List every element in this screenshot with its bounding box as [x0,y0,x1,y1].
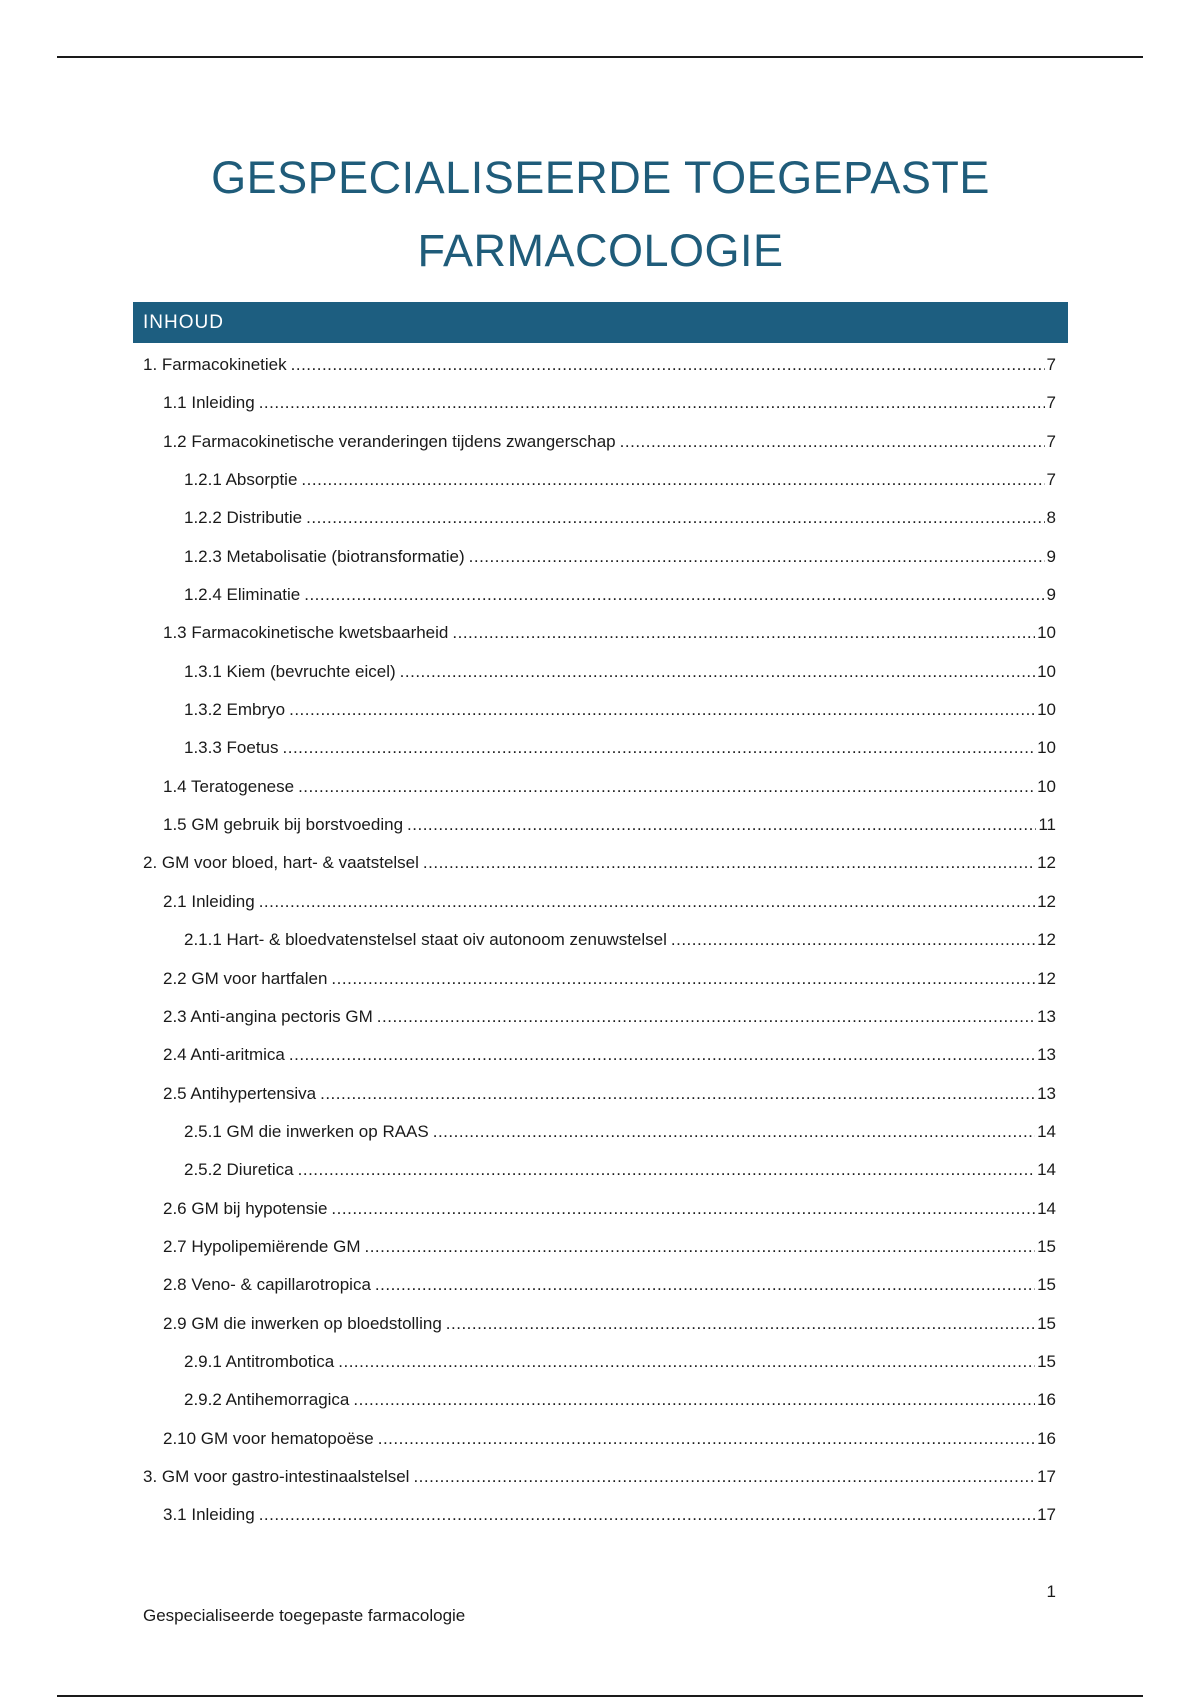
toc-entry-label: 1.3.1 Kiem (bevruchte eicel) [184,661,396,681]
footer-text: Gespecialiseerde toegepaste farmacologie [143,1606,466,1625]
toc-dot-leader [338,1343,1035,1381]
toc-entry-page: 8 [1046,508,1056,528]
toc-entry-page: 14 [1037,1121,1056,1141]
toc-entry-label: 2.9.1 Antitrombotica [184,1351,335,1371]
toc-entry-label: 1.2.3 Metabolisatie (biotransformatie) [184,546,465,566]
toc-entry[interactable] [133,614,1056,652]
toc-entry-label: 2.5.1 GM die inwerken op RAAS [184,1121,429,1141]
toc-entry[interactable] [133,346,1056,384]
toc-heading: INHOUD [133,302,1068,343]
toc-entry-page: 14 [1037,1198,1056,1218]
toc-entry-page: 10 [1037,623,1056,643]
toc-dot-leader [259,1496,1035,1534]
document-title-line-2: FARMACOLOGIE [417,225,784,276]
toc-entry[interactable] [133,1305,1056,1343]
toc-entry-page: 13 [1037,1045,1056,1065]
document-title-line-1: GESPECIALISEERDE TOEGEPASTE [211,152,990,203]
toc-entry[interactable] [133,806,1056,844]
toc-dot-leader [423,844,1035,882]
toc-dot-leader [452,614,1035,652]
toc-entry-label: 2.8 Veno- & capillarotropica [163,1275,371,1295]
toc-entry-page: 15 [1037,1275,1056,1295]
toc-entry[interactable] [133,1420,1056,1458]
toc-entry-label: 2.4 Anti-aritmica [163,1045,285,1065]
toc-entry-label: 1.1 Inleiding [163,393,255,413]
toc-entry-page: 9 [1046,546,1056,566]
toc-dot-leader [671,921,1035,959]
toc-dot-leader [306,499,1044,537]
toc-entry-page: 16 [1037,1428,1056,1448]
toc-dot-leader [400,653,1035,691]
toc-entry-page: 10 [1037,661,1056,681]
toc-entry-page: 15 [1037,1351,1056,1371]
toc-entry-label: 2.1.1 Hart- & bloedvatenstelsel staat oiv autonoom zenuwstelsel [184,930,667,950]
toc-entry-label: 3. GM voor gastro-intestinaalstelsel [143,1466,410,1486]
toc-entry[interactable] [133,1343,1056,1381]
toc-entry[interactable] [133,384,1056,422]
page-number: 1 [1046,1582,1056,1601]
toc-entry[interactable] [133,1496,1056,1534]
toc-entry-page: 15 [1037,1236,1056,1256]
toc-entry-page: 9 [1046,585,1056,605]
toc-entry[interactable] [133,1266,1056,1304]
toc-entry-label: 2.3 Anti-angina pectoris GM [163,1006,373,1026]
toc-entry-page: 7 [1046,470,1056,490]
toc-dot-leader [320,1075,1035,1113]
toc-entry[interactable] [133,691,1056,729]
toc-entry-label: 1.2.1 Absorptie [184,470,298,490]
toc-entry-label: 1.3.2 Embryo [184,700,286,720]
toc-dot-leader [377,998,1035,1036]
toc-entry[interactable] [133,768,1056,806]
toc-dot-leader [469,538,1045,576]
toc-dot-leader [378,1420,1035,1458]
toc-entry-page: 12 [1037,853,1056,873]
toc-entry-label: 1.2.2 Distributie [184,508,303,528]
toc-entry-page: 10 [1037,700,1056,720]
toc-entry-label: 1.3 Farmacokinetische kwetsbaarheid [163,623,449,643]
toc-entry-page: 16 [1037,1390,1056,1410]
toc-dot-leader [259,883,1035,921]
footer-rule [57,1695,1143,1697]
toc-entry-label: 1.2.4 Eliminatie [184,585,301,605]
toc-entry[interactable] [133,538,1056,576]
toc-dot-leader [289,691,1035,729]
toc-entry-label: 2.9.2 Antihemorragica [184,1390,350,1410]
toc-entry-page: 10 [1037,776,1056,796]
toc-entry[interactable] [133,499,1056,537]
toc-entry-label: 2.6 GM bij hypotensie [163,1198,328,1218]
toc-entry-page: 7 [1046,431,1056,451]
toc-entry[interactable] [133,576,1056,614]
toc-entry[interactable] [133,1075,1056,1113]
toc-entry-label: 2.10 GM voor hematopoëse [163,1428,374,1448]
toc-dot-leader [283,729,1036,767]
toc-entry[interactable] [133,423,1056,461]
toc-dot-leader [413,1458,1035,1496]
toc-dot-leader [331,1190,1035,1228]
table-of-contents [133,346,1056,1535]
toc-entry-label: 2.7 Hypolipemiërende GM [163,1236,361,1256]
toc-dot-leader [289,1036,1035,1074]
toc-entry-page: 7 [1046,393,1056,413]
toc-entry-label: 1.4 Teratogenese [163,776,295,796]
toc-entry-page: 12 [1037,968,1056,988]
toc-entry-page: 12 [1037,891,1056,911]
toc-entry-label: 2.5 Antihypertensiva [163,1083,317,1103]
toc-entry-page: 15 [1037,1313,1056,1333]
toc-entry-page: 7 [1046,355,1056,374]
toc-entry[interactable] [133,1381,1056,1419]
toc-entry-page: 11 [1038,815,1056,835]
document-title [133,141,1068,287]
toc-entry-label: 2.9 GM die inwerken op bloedstolling [163,1313,442,1333]
toc-dot-leader [364,1228,1035,1266]
toc-dot-leader [298,768,1035,806]
toc-entry[interactable] [133,1113,1056,1151]
toc-entry[interactable] [133,998,1056,1036]
toc-entry-page: 13 [1037,1006,1056,1026]
toc-dot-leader [298,1151,1035,1189]
toc-entry[interactable] [133,1151,1056,1189]
toc-entry[interactable] [133,1036,1056,1074]
toc-entry-label: 2.1 Inleiding [163,891,255,911]
header-rule [57,56,1143,58]
toc-dot-leader [304,576,1044,614]
toc-dot-leader [433,1113,1035,1151]
toc-entry-label: 2. GM voor bloed, hart- & vaatstelsel [143,853,419,873]
toc-entry-page: 17 [1037,1466,1056,1486]
toc-entry[interactable] [133,1228,1056,1266]
toc-entry-label: 1. Farmacokinetiek [143,355,287,374]
toc-entry-page: 13 [1037,1083,1056,1103]
toc-entry-label: 2.2 GM voor hartfalen [163,968,328,988]
toc-entry-page: 14 [1037,1160,1056,1180]
toc-entry[interactable] [133,461,1056,499]
toc-entry-label: 1.2 Farmacokinetische veranderingen tijdens zwangerschap [163,431,616,451]
toc-entry[interactable] [133,883,1056,921]
toc-dot-leader [620,423,1045,461]
toc-dot-leader [375,1266,1035,1304]
toc-entry-label: 1.5 GM gebruik bij borstvoeding [163,815,404,835]
toc-entry[interactable] [133,844,1056,882]
toc-dot-leader [407,806,1036,844]
toc-entry-page: 12 [1037,930,1056,950]
toc-dot-leader [331,960,1035,998]
toc-entry[interactable] [133,1458,1056,1496]
toc-entry[interactable] [133,729,1056,767]
toc-dot-leader [353,1381,1035,1419]
toc-entry[interactable] [133,960,1056,998]
toc-dot-leader [301,461,1044,499]
toc-entry-page: 10 [1037,738,1056,758]
toc-entry-label: 3.1 Inleiding [163,1505,255,1525]
toc-entry[interactable] [133,1190,1056,1228]
toc-entry-label: 1.3.3 Foetus [184,738,279,758]
toc-dot-leader [259,384,1045,422]
toc-entry[interactable] [133,653,1056,691]
toc-dot-leader [446,1305,1035,1343]
toc-entry[interactable] [133,921,1056,959]
toc-dot-leader [291,346,1045,384]
toc-entry-page: 17 [1037,1505,1056,1525]
toc-entry-label: 2.5.2 Diuretica [184,1160,294,1180]
